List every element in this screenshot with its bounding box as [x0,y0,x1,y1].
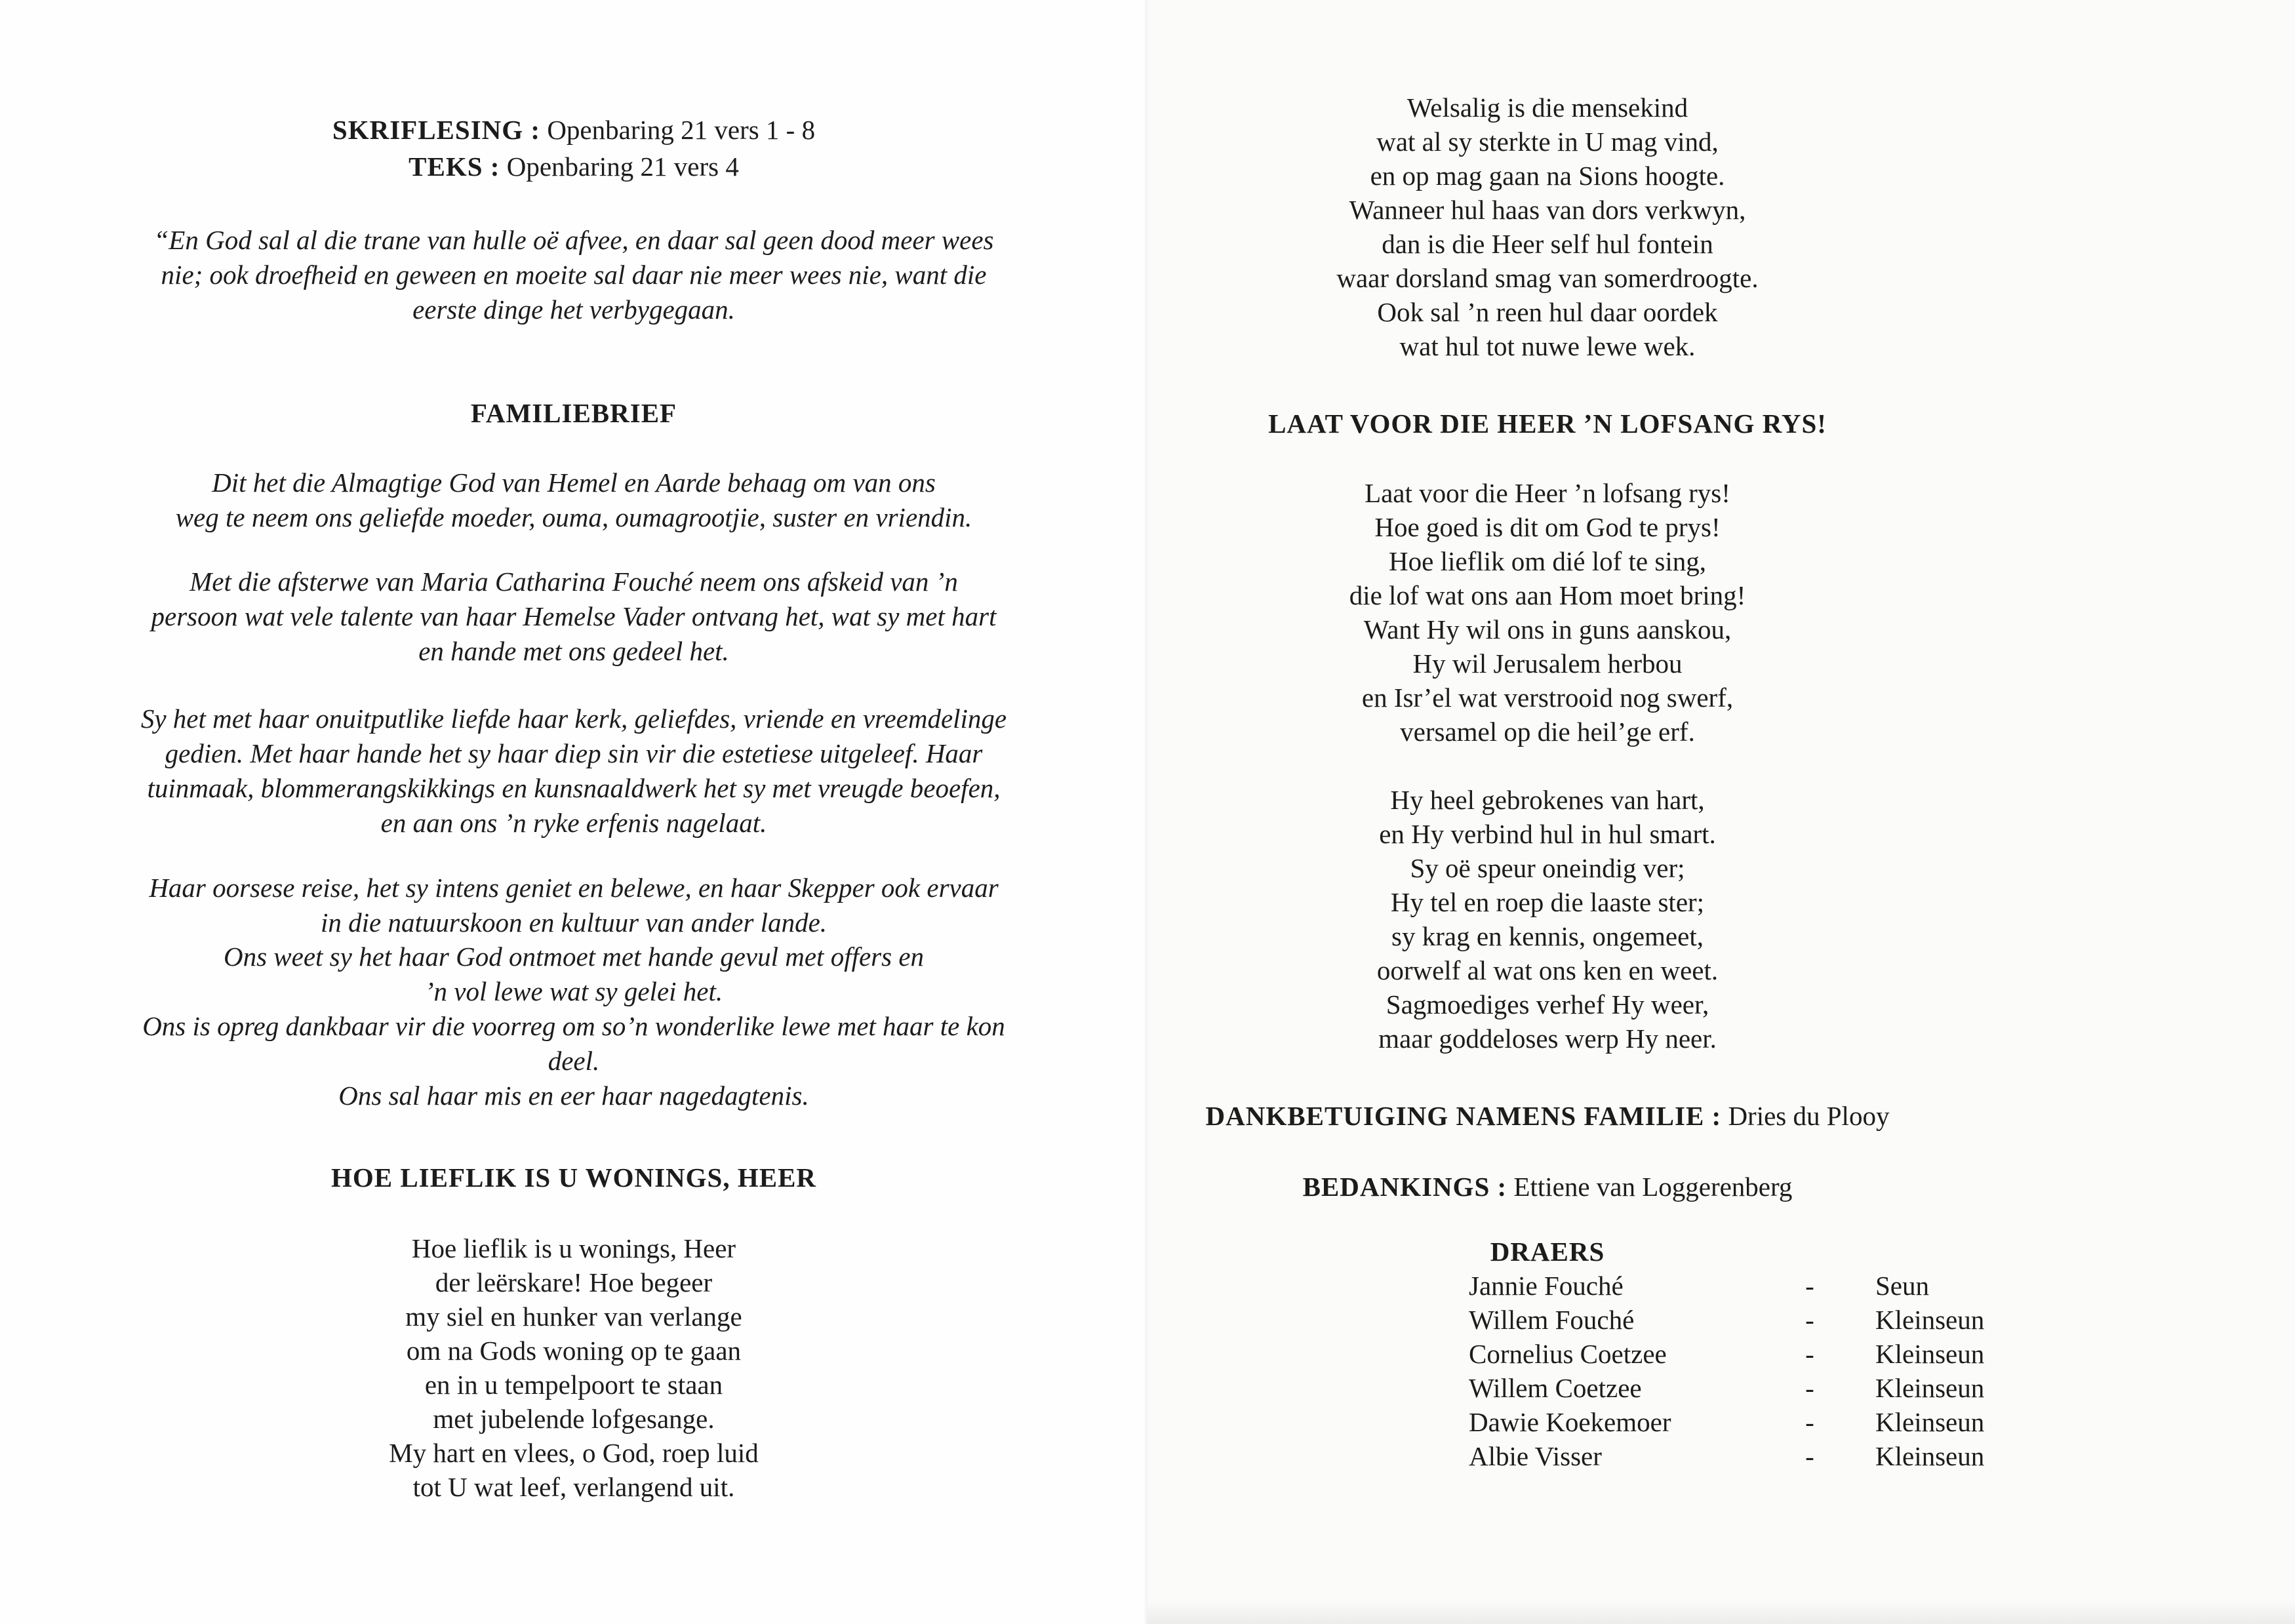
hymn1-line: Hoe lieflik is u wonings, Heer [411,1233,736,1263]
hymn2-line: Sagmoediges verhef Hy weer, [1386,989,1709,1020]
pallbearer-name: Willem Coetzee [1469,1373,1642,1403]
pallbearer-relation: Kleinseun [1875,1339,1985,1369]
thanks-family-value: Dries du Plooy [1728,1101,1890,1131]
hymn2-line: Sy oë speur oneindig ver; [1410,853,1685,883]
text-label: TEKS : [409,151,500,182]
thanks-value: Ettiene van Loggerenberg [1513,1172,1793,1202]
verse-line: Ook sal ’n reen hul daar oordek [1377,297,1718,327]
pallbearer-dash: - [1805,1305,1814,1335]
hymn2-line: oorwelf al wat ons ken en weet. [1376,955,1719,985]
pallbearer-dash: - [1805,1339,1814,1369]
reading-line [0,113,1148,147]
text-value: Openbaring 21 vers 4 [506,151,739,182]
letter-line: gedien. Met haar hande het sy haar diep sin vir die estetiese uitgeleef. Haar [165,738,983,768]
quote-line: nie; ook droefheid en geween en moeite sal daar nie meer wees nie, want die [161,260,987,290]
pallbearer-relation: Seun [1875,1271,1929,1301]
pallbearer-name: Willem Fouché [1469,1305,1635,1335]
verse-line: wat al sy sterkte in U mag vind, [1376,127,1719,157]
hymn2-line: Hy tel en roep die laaste ster; [1390,887,1705,917]
thanks-line [1148,1170,1947,1204]
letter-line: persoon wat vele talente van haar Hemelse Vader ontvang het, wat sy met hart [151,601,997,631]
pallbearer-name: Albie Visser [1469,1441,1602,1471]
letter-line: Sy het met haar onuitputlike liefde haar kerk, geliefdes, vriende en vreemdelinge [140,703,1007,734]
letter-line: Dit het die Almagtige God van Hemel en Aarde behaag om van ons [212,467,936,498]
verse-line: Welsalig is die mensekind [1407,92,1688,123]
pallbearer-dash: - [1805,1407,1814,1437]
reading-value: Openbaring 21 vers 1 - 8 [547,115,816,145]
hymn2-line: sy krag en kennis, ongemeet, [1391,921,1704,951]
hymn2-line: versamel op die heil’ge erf. [1400,717,1695,747]
table-row [1469,1405,2046,1439]
letter-line: Ons is opreg dankbaar vir die voorreg om so’n wonderlike lewe met haar te kon [142,1011,1005,1041]
hymn2-line: Hoe goed is dit om God te prys! [1374,512,1721,542]
quote-line: “En God sal al die trane van hulle oë afvee, en daar sal geen dood meer wees [153,225,994,255]
hymn1-line: en in u tempelpoort te staan [424,1370,723,1400]
letter-line: ’n vol lewe wat sy gelei het. [424,976,723,1006]
letter-line: en hande met ons gedeel het. [418,636,729,666]
hymn2-line: Hy wil Jerusalem herbou [1412,648,1683,679]
hymn2-line: Want Hy wil ons in guns aanskou, [1363,614,1732,644]
hymn1-line: om na Gods woning op te gaan [406,1336,742,1366]
pallbearer-name: Jannie Fouché [1469,1271,1624,1301]
hymn2-line: en Hy verbind hul in hul smart. [1379,819,1716,849]
right-page [1148,0,2295,1624]
verse-line: dan is die Heer self hul fontein [1382,229,1713,259]
hymn1-line: my siel en hunker van verlange [405,1301,742,1332]
thanks-family-line [1148,1099,1947,1133]
pallbearer-relation: Kleinseun [1875,1407,1985,1437]
hymn2-line: Hy heel gebrokenes van hart, [1390,785,1705,815]
letter-line: en aan ons ’n ryke erfenis nagelaat. [380,808,767,838]
letter-line: Haar oorsese reise, het sy intens geniet en belewe, en haar Skepper ook ervaar [149,873,999,903]
hymn1-line: der leërskare! Hoe begeer [435,1267,713,1297]
table-row [1469,1439,2046,1473]
pallbearer-relation: Kleinseun [1875,1305,1985,1335]
verse-line: Wanneer hul haas van dors verkwyn, [1349,195,1746,225]
pallbearer-name: Dawie Koekemoer [1469,1407,1671,1437]
hymn2-line: die lof wat ons aan Hom moet bring! [1349,580,1746,610]
table-row [1469,1269,2046,1303]
hymn2-line: en Isr’el wat verstrooid nog swerf, [1361,683,1734,713]
pallbearer-dash: - [1805,1441,1814,1471]
hymn2-line: maar goddeloses werp Hy neer. [1378,1023,1717,1054]
quote-line: eerste dinge het verbygegaan. [412,294,735,325]
pallbearer-relation: Kleinseun [1875,1373,1985,1403]
letter-line: Ons sal haar mis en eer haar nagedagtenis. [338,1080,809,1111]
verse-line: waar dorsland smag van somerdroogte. [1336,263,1759,293]
letter-line: in die natuurskoon en kultuur van ander lande. [320,907,828,938]
letter-line: deel. [548,1046,600,1076]
reading-label: SKRIFLESING : [332,115,541,145]
verse-line: wat hul tot nuwe lewe wek. [1399,331,1696,361]
hymn1-heading: HOE LIEFLIK IS U WONINGS, HEER [330,1162,817,1193]
hymn2-line: Hoe lieflik om dié lof te sing, [1389,546,1706,576]
verse-line: en op mag gaan na Sions hoogte. [1370,161,1725,191]
text-line [0,149,1148,184]
hymn2-line: Laat voor die Heer ’n lofsang rys! [1365,478,1730,508]
hymn1-line: met jubelende lofgesange. [433,1404,715,1434]
hymn1-line: tot U wat leef, verlangend uit. [412,1472,735,1502]
letter-line: Met die afsterwe van Maria Catharina Fouché neem ons afskeid van ’n [190,566,958,597]
pallbearer-name: Cornelius Coetzee [1469,1339,1667,1369]
pallbearer-dash: - [1805,1373,1814,1403]
table-row [1469,1337,2046,1371]
table-row [1469,1303,2046,1337]
pallbearers-heading: DRAERS [1490,1237,1605,1267]
letter-line: weg te neem ons geliefde moeder, ouma, oumagrootjie, suster en vriendin. [175,502,972,532]
letter-line: tuinmaak, blommerangskikkings en kunsnaaldwerk het sy met vreugde beoefen, [147,773,1001,803]
family-letter-heading: FAMILIEBRIEF [470,398,677,428]
letter-line: Ons weet sy het haar God ontmoet met hande gevul met offers en [223,941,925,972]
hymn2-heading: LAAT VOOR DIE HEER ’N LOFSANG RYS! [1268,408,1827,439]
pallbearers-table [1469,1269,2046,1473]
hymn1-line: My hart en vlees, o God, roep luid [389,1438,759,1468]
pallbearer-relation: Kleinseun [1875,1441,1985,1471]
pallbearer-dash: - [1805,1271,1814,1301]
table-row [1469,1371,2046,1405]
thanks-family-label: DANKBETUIGING NAMENS FAMILIE : [1205,1101,1722,1131]
page-bottom-edge [1148,1600,2295,1624]
thanks-label: BEDANKINGS : [1302,1172,1507,1202]
